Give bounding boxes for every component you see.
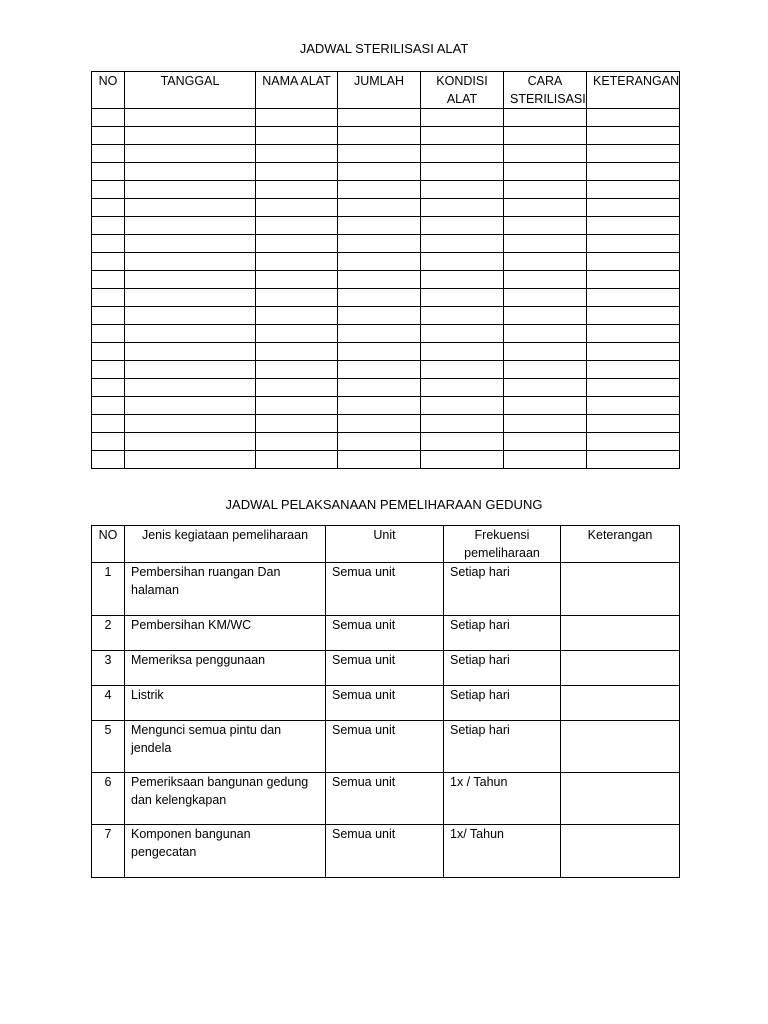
empty-cell bbox=[256, 199, 338, 217]
empty-cell bbox=[92, 307, 125, 325]
empty-cell bbox=[421, 433, 504, 451]
empty-cell bbox=[421, 235, 504, 253]
empty-cell bbox=[125, 307, 256, 325]
empty-cell bbox=[504, 307, 587, 325]
empty-cell bbox=[125, 199, 256, 217]
empty-cell bbox=[256, 451, 338, 469]
unit-cell: Semua unit bbox=[326, 773, 444, 825]
empty-cell bbox=[125, 145, 256, 163]
empty-cell bbox=[587, 181, 680, 199]
empty-cell bbox=[92, 325, 125, 343]
empty-cell bbox=[92, 433, 125, 451]
empty-cell bbox=[338, 271, 421, 289]
activity-type: Pembersihan KM/WC bbox=[125, 616, 326, 651]
empty-cell bbox=[92, 145, 125, 163]
empty-cell bbox=[421, 361, 504, 379]
empty-cell bbox=[92, 271, 125, 289]
unit-cell: Semua unit bbox=[326, 686, 444, 721]
table-row bbox=[92, 651, 680, 686]
empty-cell bbox=[587, 415, 680, 433]
activity-type: Mengunci semua pintu dan jendela bbox=[125, 721, 326, 773]
empty-cell bbox=[125, 415, 256, 433]
notes-cell bbox=[561, 686, 680, 721]
empty-cell bbox=[92, 361, 125, 379]
empty-cell bbox=[504, 199, 587, 217]
empty-cell bbox=[256, 307, 338, 325]
empty-cell bbox=[256, 325, 338, 343]
empty-cell bbox=[421, 127, 504, 145]
empty-cell bbox=[421, 379, 504, 397]
empty-cell bbox=[92, 217, 125, 235]
empty-cell bbox=[338, 127, 421, 145]
empty-cell bbox=[338, 451, 421, 469]
empty-cell bbox=[421, 451, 504, 469]
frequency-cell: Setiap hari bbox=[444, 563, 561, 616]
empty-cell bbox=[125, 343, 256, 361]
unit-cell: Semua unit bbox=[326, 651, 444, 686]
table-row bbox=[92, 127, 680, 145]
header-no: NO bbox=[92, 526, 125, 563]
empty-cell bbox=[421, 253, 504, 271]
empty-cell bbox=[256, 181, 338, 199]
empty-cell bbox=[338, 343, 421, 361]
table-row bbox=[92, 199, 680, 217]
row-number: 6 bbox=[92, 773, 125, 825]
empty-cell bbox=[587, 199, 680, 217]
empty-cell bbox=[587, 325, 680, 343]
empty-cell bbox=[256, 343, 338, 361]
empty-cell bbox=[587, 163, 680, 181]
empty-cell bbox=[338, 307, 421, 325]
empty-cell bbox=[256, 379, 338, 397]
notes-cell bbox=[561, 721, 680, 773]
empty-cell bbox=[338, 397, 421, 415]
table-row bbox=[92, 271, 680, 289]
empty-cell bbox=[587, 253, 680, 271]
table-header-row bbox=[92, 72, 680, 109]
empty-cell bbox=[504, 109, 587, 127]
empty-cell bbox=[256, 235, 338, 253]
table-row bbox=[92, 397, 680, 415]
empty-cell bbox=[92, 181, 125, 199]
table-row bbox=[92, 253, 680, 271]
empty-cell bbox=[256, 415, 338, 433]
activity-type: Pembersihan ruangan Dan halaman bbox=[125, 563, 326, 616]
table-row bbox=[92, 686, 680, 721]
empty-cell bbox=[92, 415, 125, 433]
empty-cell bbox=[421, 163, 504, 181]
empty-cell bbox=[587, 343, 680, 361]
empty-cell bbox=[504, 145, 587, 163]
empty-cell bbox=[338, 361, 421, 379]
empty-cell bbox=[587, 289, 680, 307]
empty-cell bbox=[256, 361, 338, 379]
empty-cell bbox=[125, 181, 256, 199]
empty-cell bbox=[256, 271, 338, 289]
empty-cell bbox=[256, 145, 338, 163]
header-no: NO bbox=[92, 72, 125, 109]
empty-cell bbox=[256, 163, 338, 181]
table-row bbox=[92, 289, 680, 307]
empty-cell bbox=[338, 289, 421, 307]
empty-cell bbox=[504, 451, 587, 469]
empty-cell bbox=[421, 181, 504, 199]
empty-cell bbox=[338, 325, 421, 343]
row-number: 7 bbox=[92, 825, 125, 878]
unit-cell: Semua unit bbox=[326, 616, 444, 651]
empty-cell bbox=[92, 379, 125, 397]
empty-cell bbox=[338, 217, 421, 235]
frequency-cell: Setiap hari bbox=[444, 616, 561, 651]
notes-cell bbox=[561, 773, 680, 825]
empty-cell bbox=[92, 289, 125, 307]
empty-cell bbox=[338, 433, 421, 451]
empty-cell bbox=[338, 253, 421, 271]
table-row bbox=[92, 145, 680, 163]
empty-cell bbox=[92, 163, 125, 181]
table-row bbox=[92, 616, 680, 651]
empty-cell bbox=[125, 235, 256, 253]
frequency-cell: 1x/ Tahun bbox=[444, 825, 561, 878]
empty-cell bbox=[125, 217, 256, 235]
activity-type: Pemeriksaan bangunan gedung dan kelengkapan bbox=[125, 773, 326, 825]
table-row bbox=[92, 773, 680, 825]
empty-cell bbox=[125, 433, 256, 451]
empty-cell bbox=[587, 307, 680, 325]
unit-cell: Semua unit bbox=[326, 825, 444, 878]
empty-cell bbox=[125, 379, 256, 397]
empty-cell bbox=[125, 289, 256, 307]
empty-cell bbox=[125, 127, 256, 145]
table-header-row bbox=[92, 526, 680, 563]
empty-cell bbox=[92, 343, 125, 361]
empty-cell bbox=[504, 433, 587, 451]
empty-cell bbox=[421, 199, 504, 217]
notes-cell bbox=[561, 651, 680, 686]
empty-cell bbox=[504, 361, 587, 379]
empty-cell bbox=[256, 433, 338, 451]
frequency-cell: 1x / Tahun bbox=[444, 773, 561, 825]
empty-cell bbox=[504, 289, 587, 307]
table-row bbox=[92, 563, 680, 616]
table-row bbox=[92, 307, 680, 325]
frequency-cell: Setiap hari bbox=[444, 651, 561, 686]
empty-cell bbox=[338, 109, 421, 127]
table-row bbox=[92, 721, 680, 773]
frequency-cell: Setiap hari bbox=[444, 686, 561, 721]
table-row bbox=[92, 343, 680, 361]
empty-cell bbox=[504, 397, 587, 415]
empty-cell bbox=[421, 343, 504, 361]
empty-cell bbox=[504, 271, 587, 289]
empty-cell bbox=[256, 397, 338, 415]
unit-cell: Semua unit bbox=[326, 721, 444, 773]
empty-cell bbox=[587, 379, 680, 397]
header-frekuensi: Frekuensi pemeliharaan bbox=[444, 526, 561, 563]
table-row bbox=[92, 433, 680, 451]
empty-cell bbox=[587, 361, 680, 379]
row-number: 5 bbox=[92, 721, 125, 773]
empty-cell bbox=[504, 415, 587, 433]
header-tanggal: TANGGAL bbox=[125, 72, 256, 109]
empty-cell bbox=[338, 379, 421, 397]
empty-cell bbox=[92, 451, 125, 469]
empty-cell bbox=[256, 289, 338, 307]
empty-cell bbox=[504, 379, 587, 397]
empty-cell bbox=[125, 451, 256, 469]
maintenance-table bbox=[91, 525, 680, 878]
sterilization-title: JADWAL STERILISASI ALAT bbox=[299, 41, 469, 56]
row-number: 4 bbox=[92, 686, 125, 721]
notes-cell bbox=[561, 825, 680, 878]
empty-cell bbox=[504, 181, 587, 199]
empty-cell bbox=[504, 235, 587, 253]
empty-cell bbox=[421, 217, 504, 235]
table-row bbox=[92, 217, 680, 235]
empty-cell bbox=[256, 217, 338, 235]
empty-cell bbox=[587, 271, 680, 289]
table-row bbox=[92, 325, 680, 343]
empty-cell bbox=[421, 271, 504, 289]
table-row bbox=[92, 361, 680, 379]
frequency-cell: Setiap hari bbox=[444, 721, 561, 773]
header-keterangan: Keterangan bbox=[561, 526, 680, 563]
header-keterangan: KETERANGAN bbox=[587, 72, 680, 109]
row-number: 2 bbox=[92, 616, 125, 651]
empty-cell bbox=[338, 235, 421, 253]
header-jumlah: JUMLAH bbox=[338, 72, 421, 109]
table-row bbox=[92, 181, 680, 199]
header-unit: Unit bbox=[326, 526, 444, 563]
empty-cell bbox=[587, 235, 680, 253]
empty-cell bbox=[338, 145, 421, 163]
empty-cell bbox=[125, 253, 256, 271]
empty-cell bbox=[338, 199, 421, 217]
empty-cell bbox=[421, 307, 504, 325]
activity-type: Listrik bbox=[125, 686, 326, 721]
empty-cell bbox=[587, 451, 680, 469]
empty-cell bbox=[421, 325, 504, 343]
empty-cell bbox=[504, 325, 587, 343]
empty-cell bbox=[256, 109, 338, 127]
notes-cell bbox=[561, 616, 680, 651]
empty-cell bbox=[587, 127, 680, 145]
empty-cell bbox=[504, 217, 587, 235]
empty-cell bbox=[125, 271, 256, 289]
table-row bbox=[92, 415, 680, 433]
empty-cell bbox=[421, 145, 504, 163]
empty-cell bbox=[504, 343, 587, 361]
empty-cell bbox=[125, 325, 256, 343]
empty-cell bbox=[338, 181, 421, 199]
empty-cell bbox=[504, 253, 587, 271]
empty-cell bbox=[587, 145, 680, 163]
empty-cell bbox=[125, 109, 256, 127]
empty-cell bbox=[504, 163, 587, 181]
notes-cell bbox=[561, 563, 680, 616]
empty-cell bbox=[504, 127, 587, 145]
empty-cell bbox=[125, 397, 256, 415]
empty-cell bbox=[125, 361, 256, 379]
table-row bbox=[92, 235, 680, 253]
table-row bbox=[92, 163, 680, 181]
activity-type: Komponen bangunan pengecatan bbox=[125, 825, 326, 878]
empty-cell bbox=[421, 289, 504, 307]
table-row bbox=[92, 379, 680, 397]
row-number: 1 bbox=[92, 563, 125, 616]
empty-cell bbox=[338, 415, 421, 433]
sterilization-table bbox=[91, 71, 680, 469]
table-row bbox=[92, 109, 680, 127]
empty-cell bbox=[421, 109, 504, 127]
empty-cell bbox=[587, 397, 680, 415]
empty-cell bbox=[92, 127, 125, 145]
empty-cell bbox=[92, 253, 125, 271]
table-row bbox=[92, 825, 680, 878]
empty-cell bbox=[92, 109, 125, 127]
empty-cell bbox=[256, 127, 338, 145]
empty-cell bbox=[587, 433, 680, 451]
header-jenis-kegiatan: Jenis kegiataan pemeliharaan bbox=[125, 526, 326, 563]
empty-cell bbox=[338, 163, 421, 181]
empty-cell bbox=[421, 397, 504, 415]
unit-cell: Semua unit bbox=[326, 563, 444, 616]
table-row bbox=[92, 451, 680, 469]
empty-cell bbox=[421, 415, 504, 433]
activity-type: Memeriksa penggunaan bbox=[125, 651, 326, 686]
empty-cell bbox=[587, 217, 680, 235]
empty-cell bbox=[92, 235, 125, 253]
maintenance-title: JADWAL PELAKSANAAN PEMELIHARAAN GEDUNG bbox=[225, 497, 543, 512]
header-nama-alat: NAMA ALAT bbox=[256, 72, 338, 109]
header-cara-sterilisasi: CARA STERILISASI bbox=[504, 72, 587, 109]
header-kondisi-alat: KONDISI ALAT bbox=[421, 72, 504, 109]
empty-cell bbox=[587, 109, 680, 127]
empty-cell bbox=[256, 253, 338, 271]
row-number: 3 bbox=[92, 651, 125, 686]
empty-cell bbox=[125, 163, 256, 181]
empty-cell bbox=[92, 199, 125, 217]
empty-cell bbox=[92, 397, 125, 415]
